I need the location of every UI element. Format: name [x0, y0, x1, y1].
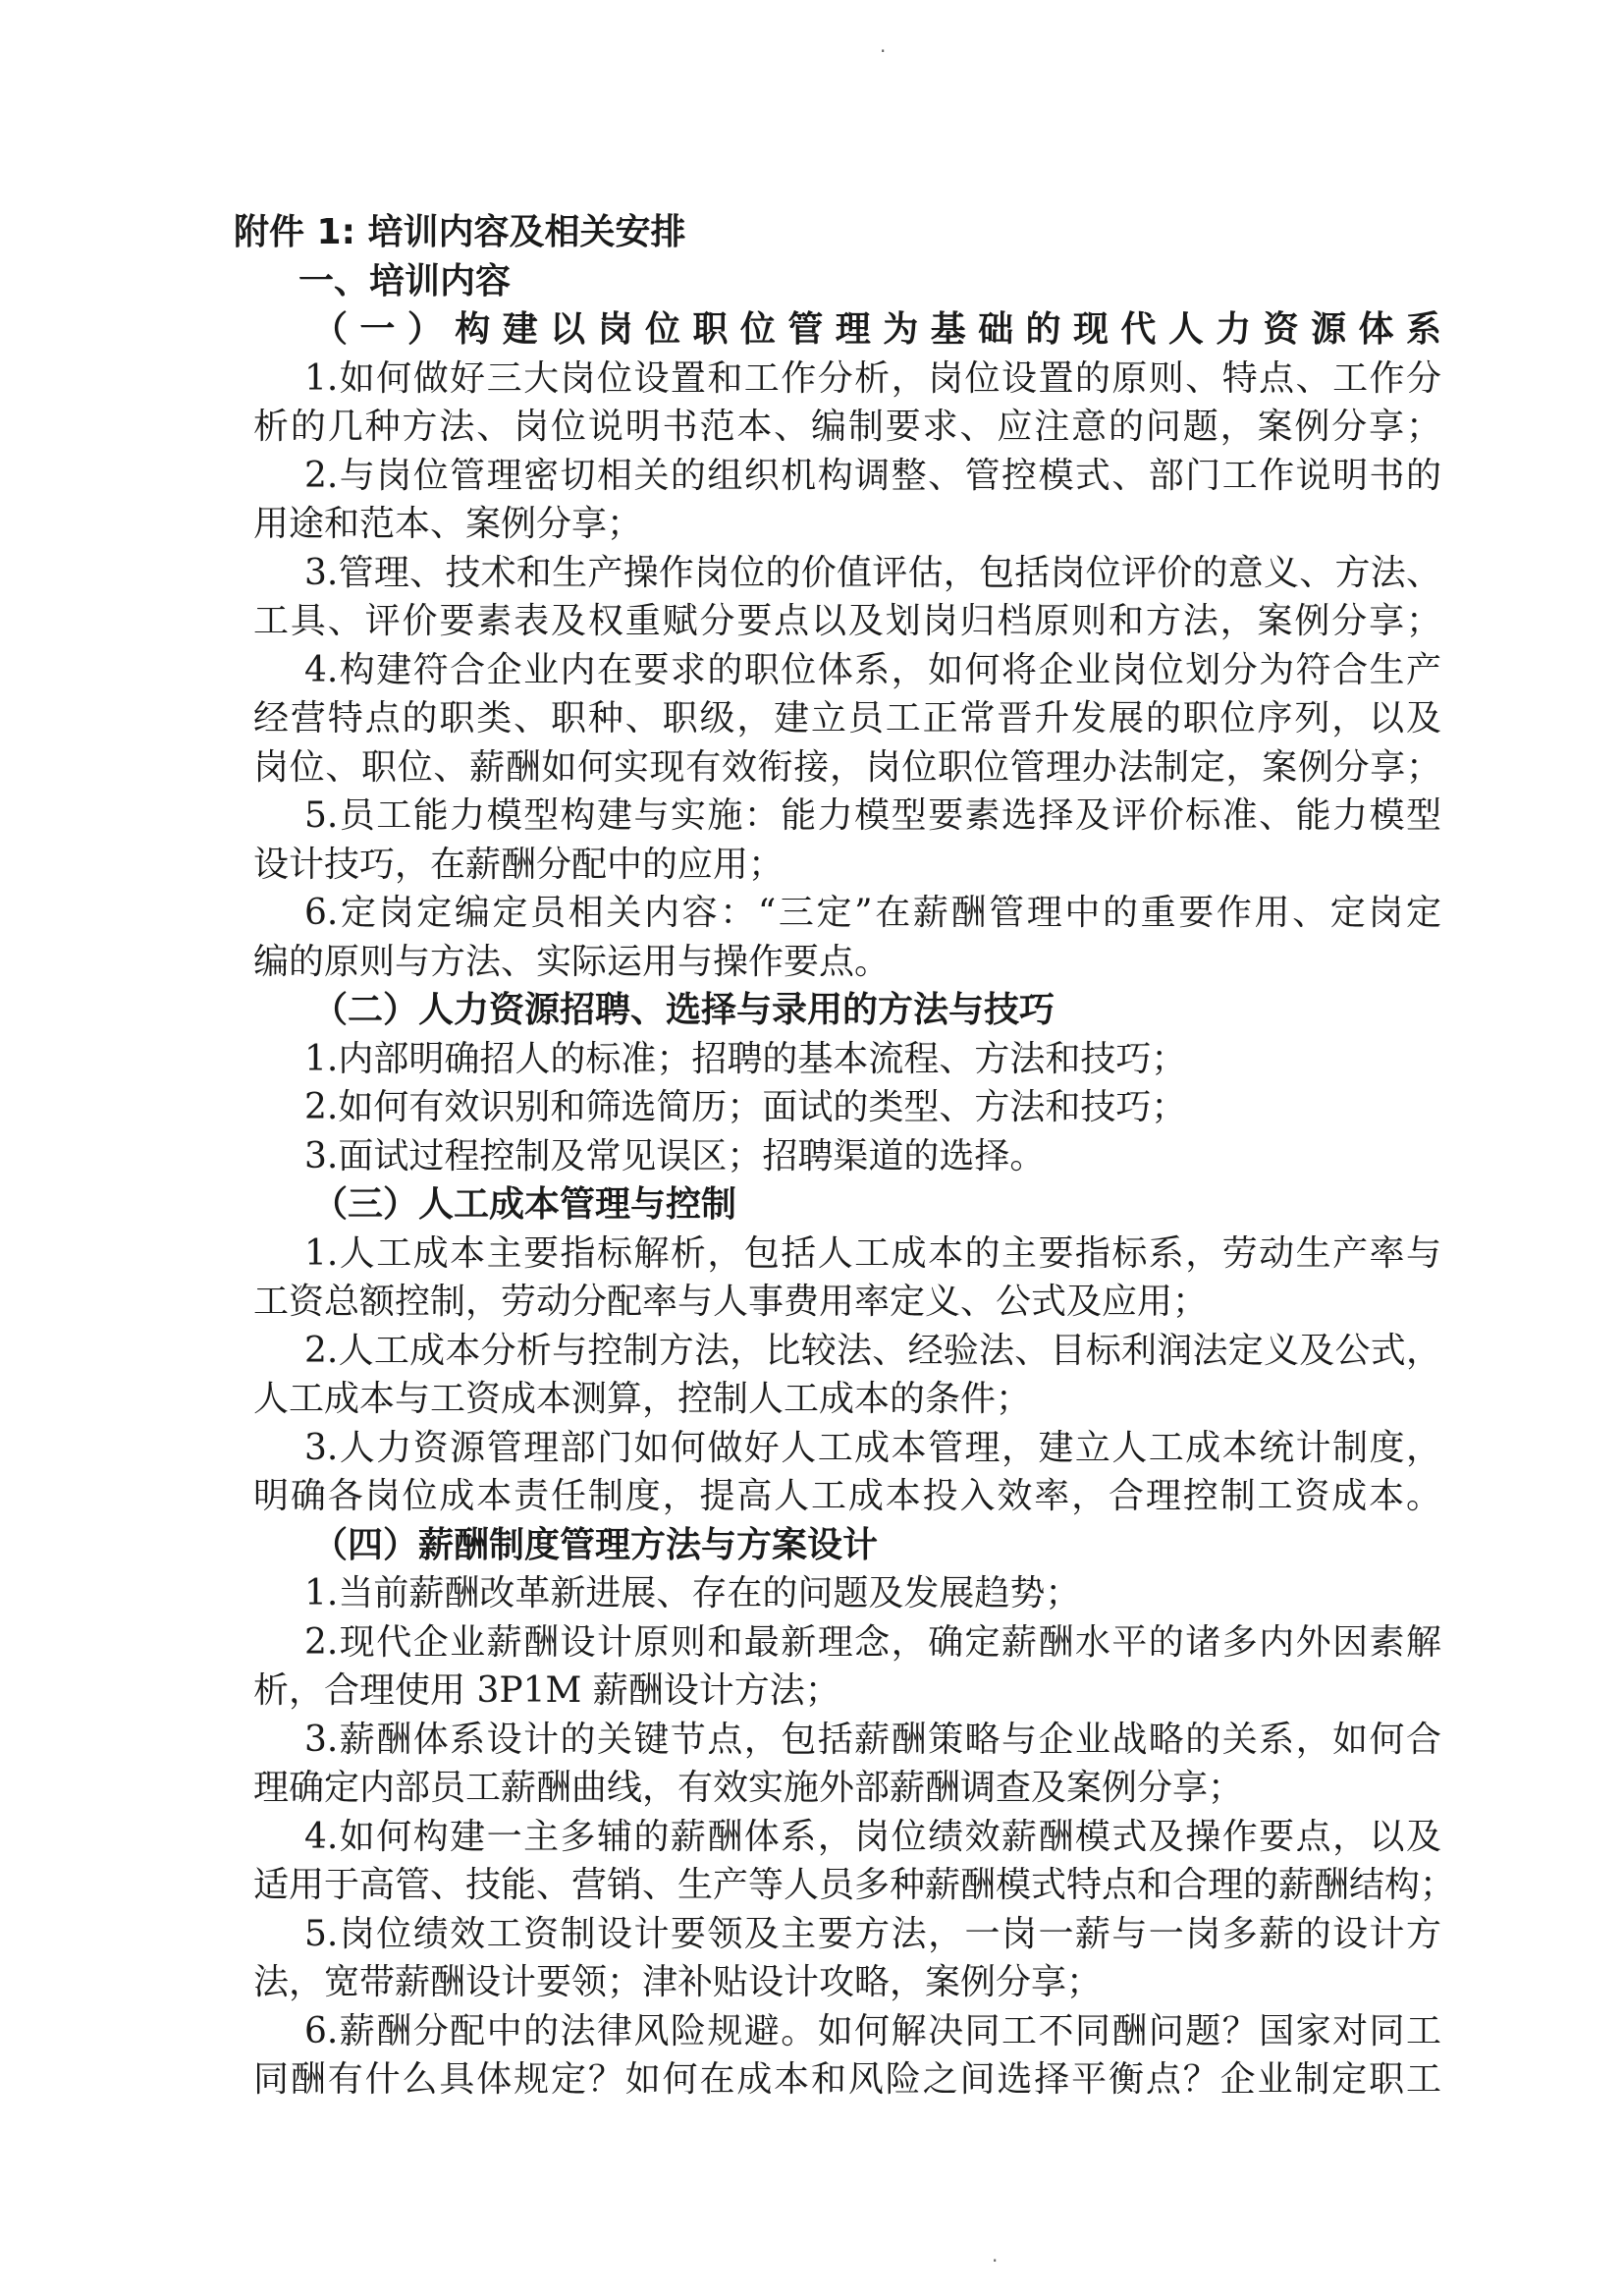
paragraph-line: 5.员工能力模型构建与实施：能力模型要素选择及评价标准、能力模型 [304, 795, 1441, 836]
paragraph-line: 法，宽带薪酬设计要领；津补贴设计攻略，案例分享； [253, 1962, 1103, 2002]
paragraph-line: 6.薪酬分配中的法律风险规避。如何解决同工不同酬问题？国家对同工 [304, 2010, 1441, 2051]
paragraph-line: 析，合理使用 3P1M 薪酬设计方法； [253, 1670, 840, 1711]
paragraph-line: 理确定内部员工薪酬曲线，有效实施外部薪酬调查及案例分享； [253, 1768, 1244, 1808]
paragraph-line: 5.岗位绩效工资制设计要领及主要方法，一岗一薪与一岗多薪的设计方 [304, 1913, 1441, 1954]
paragraph-line: 2.如何有效识别和筛选简历；面试的类型、方法和技巧； [304, 1087, 1187, 1127]
paragraph-line: 1.如何做好三大岗位设置和工作分析，岗位设置的原则、特点、工作分 [304, 357, 1441, 399]
paragraph-line: 3.管理、技术和生产操作岗位的价值评估，包括岗位评价的意义、方法、 [304, 552, 1441, 593]
paragraph-line: 用途和范本、案例分享； [253, 504, 643, 544]
section-heading: 一、培训内容 [298, 260, 512, 301]
paragraph-line: 编的原则与方法、实际运用与操作要点。 [253, 941, 891, 982]
paragraph-line: 4.如何构建一主多辅的薪酬体系，岗位绩效薪酬模式及操作要点，以及 [304, 1816, 1441, 1857]
paragraph-line: 同酬有什么具体规定？如何在成本和风险之间选择平衡点？企业制定职工 [253, 2059, 1441, 2100]
paragraph-line: 工资总额控制，劳动分配率与人事费用率定义、公式及应用； [253, 1282, 1209, 1322]
paragraph-line: 1.内部明确招人的标准；招聘的基本流程、方法和技巧； [304, 1038, 1187, 1079]
paragraph-line: 4.构建符合企业内在要求的职位体系，如何将企业岗位划分为符合生产 [304, 649, 1441, 690]
part-heading: （四）薪酬制度管理方法与方案设计 [312, 1524, 879, 1565]
document-title: 附件 1: 培训内容及相关安排 [234, 212, 686, 252]
paragraph-line: 1.当前薪酬改革新进展、存在的问题及发展趋势； [304, 1573, 1081, 1613]
paragraph-line: 3.人力资源管理部门如何做好人工成本管理，建立人工成本统计制度， [304, 1427, 1441, 1468]
paragraph-line: 2.现代企业薪酬设计原则和最新理念，确定薪酬水平的诸多内外因素解 [304, 1621, 1441, 1663]
paragraph-line: 经营特点的职类、职种、职级，建立员工正常晋升发展的职位序列，以及 [253, 698, 1441, 738]
paragraph-line: 3.面试过程控制及常见误区；招聘渠道的选择。 [304, 1135, 1046, 1176]
paragraph-line: 析的几种方法、岗位说明书范本、编制要求、应注意的问题，案例分享； [253, 407, 1441, 447]
paragraph-line: 明确各岗位成本责任制度，提高人工成本投入效率，合理控制工资成本。 [253, 1476, 1441, 1516]
part-heading: （二）人力资源招聘、选择与录用的方法与技巧 [312, 990, 1056, 1030]
paragraph-line: 工具、评价要素表及权重赋分要点以及划岗归档原则和方法，案例分享； [253, 601, 1441, 641]
part-heading: （一）构建以岗位职位管理为基础的现代人力资源体系 [312, 309, 1441, 350]
scan-speck: · [880, 39, 887, 63]
paragraph-line: 2.与岗位管理密切相关的组织机构调整、管控模式、部门工作说明书的 [304, 455, 1441, 496]
scan-speck: · [992, 2249, 999, 2272]
paragraph-line: 2.人工成本分析与控制方法，比较法、经验法、目标利润法定义及公式， [304, 1330, 1441, 1371]
part-heading: （三）人工成本管理与控制 [312, 1184, 737, 1225]
paragraph-line: 设计技巧，在薪酬分配中的应用； [253, 844, 785, 885]
paragraph-line: 1.人工成本主要指标解析，包括人工成本的主要指标系，劳动生产率与 [304, 1232, 1441, 1274]
paragraph-line: 适用于高管、技能、营销、生产等人员多种薪酬模式特点和合理的薪酬结构； [253, 1865, 1456, 1905]
paragraph-line: 人工成本与工资成本测算，控制人工成本的条件； [253, 1379, 1032, 1419]
paragraph-line: 3.薪酬体系设计的关键节点，包括薪酬策略与企业战略的关系，如何合 [304, 1719, 1441, 1760]
paragraph-line: 6.定岗定编定员相关内容：“三定”在薪酬管理中的重要作用、定岗定 [304, 893, 1441, 933]
document-body [234, 208, 1456, 2105]
paragraph-line: 岗位、职位、薪酬如何实现有效衔接，岗位职位管理办法制定，案例分享； [253, 746, 1441, 788]
